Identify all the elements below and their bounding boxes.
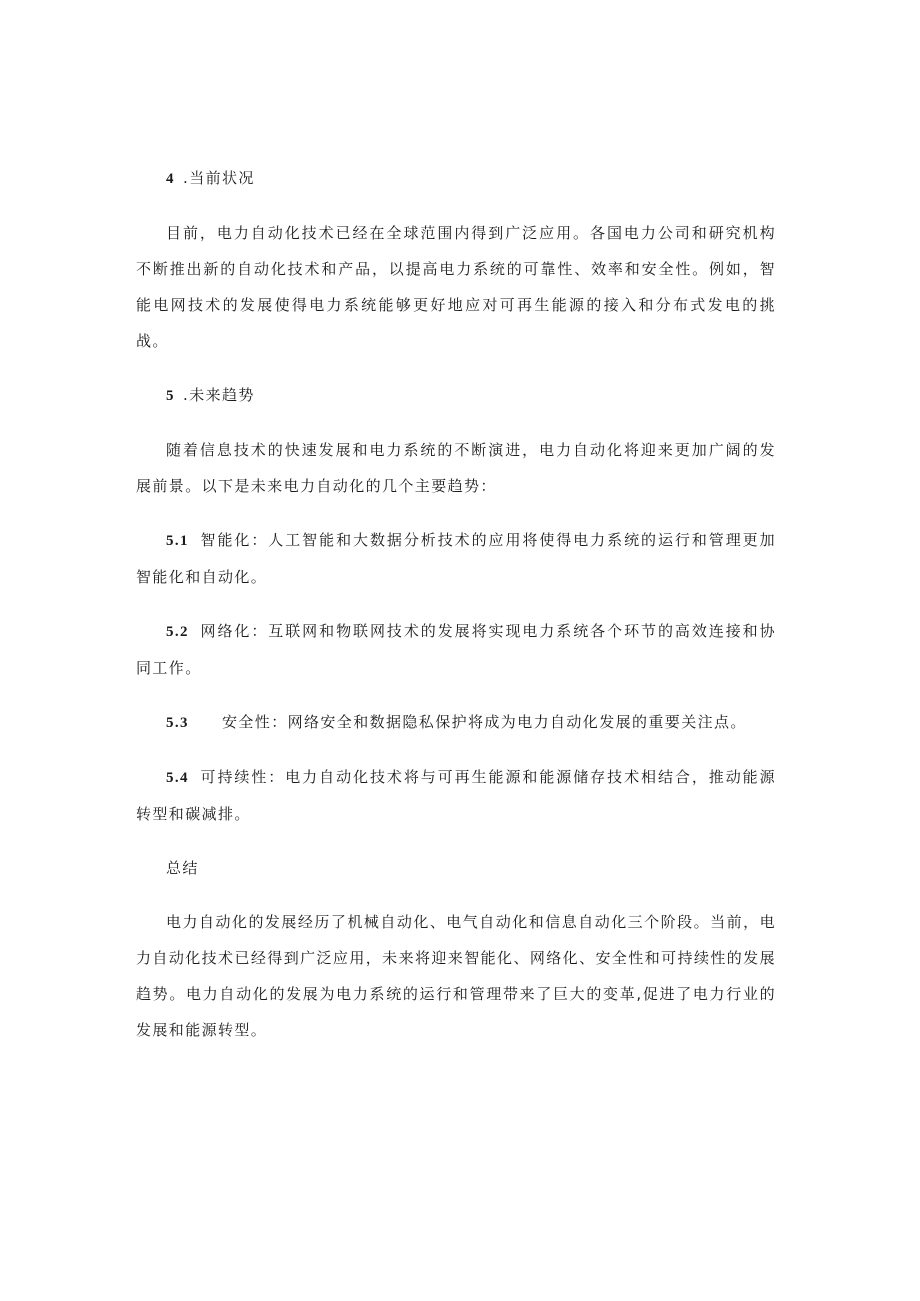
trend-item-5-1-number: 5.1 (166, 533, 189, 549)
summary-line-1: 电力自动化的发展经历了机械自动化、电气自动化和信息自动化三个阶段。当前，电 (166, 913, 776, 931)
trend-item-5-3-line-1: 安全性：网络安全和数据隐私保护将成为电力自动化发展的重要关注点。 (222, 713, 747, 731)
section-4-line-1: 目前，电力自动化技术已经在全球范围内得到广泛应用。各国电力公司和研究机构 (166, 224, 776, 242)
section-5-heading (136, 377, 776, 414)
trend-item-5-4-line-1: 可持续性：电力自动化技术将与可再生能源和能源储存技术相结合，推动能源 (200, 768, 776, 786)
trend-item-5-4-line-2: 转型和碳减排。 (136, 805, 251, 823)
section-4-number: 4 (166, 171, 174, 187)
trend-item-5-3 (136, 704, 776, 741)
summary-line-4: 发展和能源转型。 (136, 1021, 268, 1039)
section-4-line-2: 不断推出新的自动化技术和产品，以提高电力系统的可靠性、效率和安全性。例如，智 (136, 260, 776, 278)
section-5-title: .未来趋势 (183, 386, 255, 404)
summary-line-3: 趋势。电力自动化的发展为电力系统的运行和管理带来了巨大的变革,促进了电力行业的 (136, 985, 776, 1003)
section-4-line-3: 能电网技术的发展使得电力系统能够更好地应对可再生能源的接入和分布式发电的挑 (136, 296, 776, 314)
trend-item-5-1-line-2: 智能化和自动化。 (136, 568, 268, 586)
summary-line-2: 力自动化技术已经得到广泛应用，未来将迎来智能化、网络化、安全性和可持续性的发展 (136, 949, 776, 967)
section-4-line-4: 战。 (136, 332, 169, 350)
section-4-title: .当前状况 (183, 169, 255, 187)
trend-item-5-1 (136, 522, 776, 559)
summary-heading: 总结 (166, 859, 199, 877)
document-content (136, 160, 776, 1048)
trend-item-5-2-line-2: 同工作。 (136, 659, 202, 677)
trend-item-5-1-line-1: 智能化：人工智能和大数据分析技术的应用将使得电力系统的运行和管理更加 (200, 531, 776, 549)
section-5-line-1: 随着信息技术的快速发展和电力系统的不断演进，电力自动化将迎来更加广阔的发 (166, 441, 776, 459)
trend-item-5-2 (136, 613, 776, 650)
trend-item-5-2-line-1: 网络化：互联网和物联网技术的发展将实现电力系统各个环节的高效连接和协 (200, 622, 776, 640)
section-4-heading (136, 160, 776, 197)
section-5-number: 5 (166, 388, 174, 404)
trend-item-5-2-number: 5.2 (166, 624, 189, 640)
trend-item-5-3-number: 5.3 (166, 715, 189, 731)
trend-item-5-4 (136, 759, 776, 796)
trend-item-5-4-number: 5.4 (166, 770, 189, 786)
section-5-line-2: 展前景。以下是未来电力自动化的几个主要趋势： (136, 477, 497, 495)
